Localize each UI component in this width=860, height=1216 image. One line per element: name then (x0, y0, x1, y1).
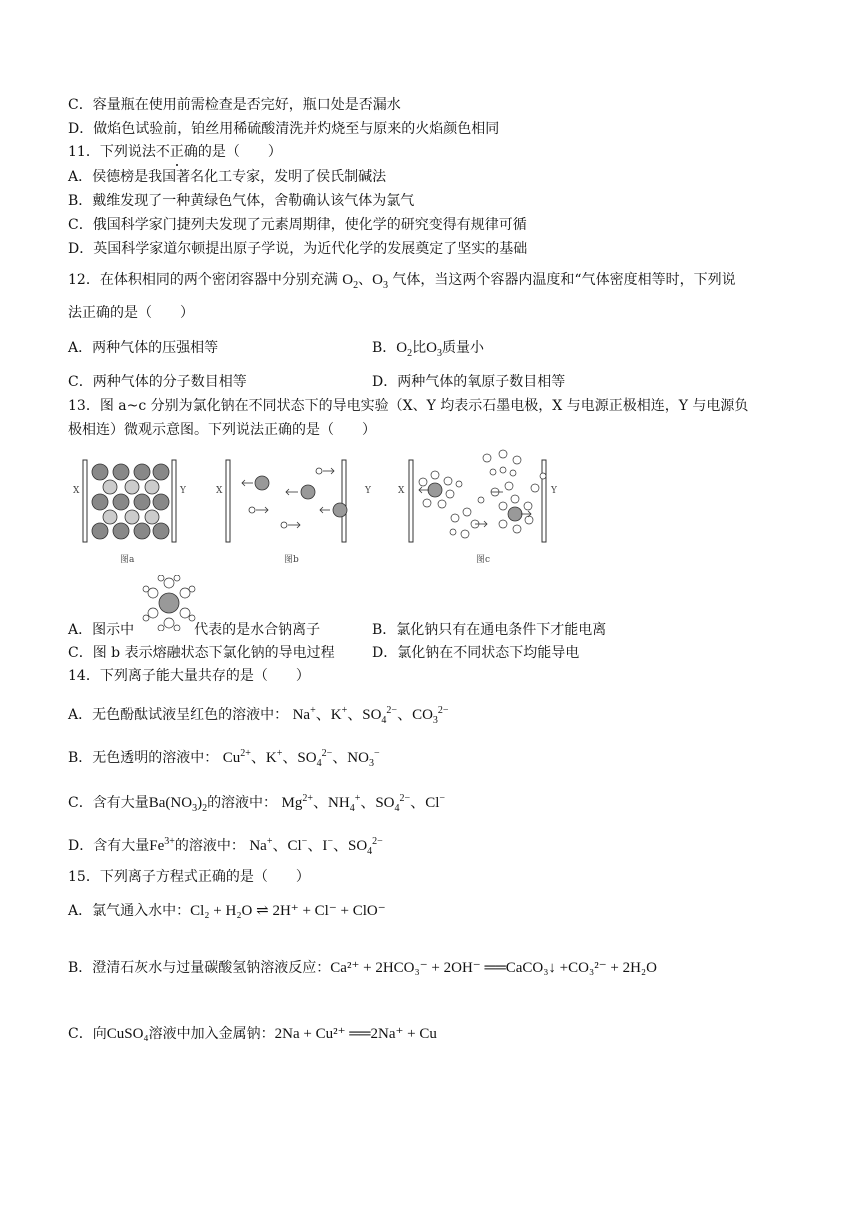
q13-stem-line1: 13．图 a~c 分别为氯化钠在不同状态下的导电实验（X、Y 均表示石墨电极，X 与电源正极相连，Y 与电源负 (68, 398, 749, 414)
equation-a: Cl₂ + H₂O ⇌ 2H⁺ + Cl⁻ + ClO⁻ (190, 903, 386, 919)
figure-b (212, 455, 362, 565)
q15-stem: 15．下列离子方程式正确的是（ ） (68, 869, 310, 885)
q12-stem-line1: 12．在体积相同的两个密闭容器中分别充满 $O_2$、$O_3$ 气体，当这两个容器内温度和“气体密度相等时，下列说 (68, 272, 736, 291)
q14-stem: 14．下列离子能大量共存的是（ ） (68, 668, 310, 684)
electrode-x-label-c: X (398, 486, 405, 496)
q15-option-c: C．向CuSO₄溶液中加入金属钠：2Na + Cu²⁺ ══2Na⁺ + Cu (68, 1026, 437, 1042)
q10-option-c: C．容量瓶在使用前需检查是否完好，瓶口处是否漏水 (68, 97, 401, 113)
q13-option-d: D．氯化钠在不同状态下均能导电 (372, 645, 580, 661)
electrode-y-label-b: Y (365, 486, 371, 496)
q11-stem: 11．下列说法不正确的是（ ） (68, 144, 282, 160)
q13-stem-line2: 极相连）微观示意图。下列说法正确的是（ ） (68, 422, 376, 438)
q12-option-c: C．两种气体的分子数目相等 (68, 374, 247, 390)
q11-option-d: D．英国科学家道尔顿提出原子学说，为近代化学的发展奠定了坚实的基础 (68, 241, 528, 257)
q12-option-b: B．$O_2$比$O_3$质量小 (372, 340, 484, 359)
q11-option-c: C．俄国科学家门捷列夫发现了元素周期律，使化学的研究变得有规律可循 (68, 217, 527, 233)
electrode-y-label-c: Y (551, 486, 557, 496)
figure-c (395, 448, 565, 558)
figure-c-label: 图c (476, 555, 491, 565)
q14-option-a: A．无色酚酞试液呈红色的溶液中： Na+、K+、$SO_4^{2-}$、$CO_3^{2-}$ (68, 705, 449, 726)
q14-option-d: D．含有大量$Fe^{3+}$的溶液中： Na+、Cl−、I−、$SO_4^{2-}$ (68, 836, 383, 857)
hydrated-sodium-ion-icon (142, 575, 196, 631)
q13-option-b: B．氯化钠只有在通电条件下才能电离 (372, 622, 607, 638)
q12-stem-line2: 法正确的是（ ） (68, 305, 194, 321)
equation-b: Ca²⁺ + 2HCO₃⁻ + 2OH⁻ ══CaCO₃↓ +CO₃²⁻ + 2H₂O (330, 960, 657, 976)
q11-option-b: B．戴维发现了一种黄绿色气体，舍勒确认该气体为氯气 (68, 193, 415, 209)
q15-option-a: A．氯气通入水中：Cl₂ + H₂O ⇌ 2H⁺ + Cl⁻ + ClO⁻ (68, 903, 386, 919)
q11-option-a: A．侯德榜是我国著名化工专家，发明了侯氏制碱法 (68, 169, 387, 185)
equation-c: 2Na + Cu²⁺ ══2Na⁺ + Cu (274, 1026, 437, 1042)
formula-o3: $O_3$ (372, 272, 388, 291)
q14-option-c: C．含有大量$Ba(NO_3)_2$的溶液中： $Mg^{2+}$、$NH_4^+$、$SO_4^{2-}$、Cl− (68, 793, 446, 814)
q12-option-d: D．两种气体的氧原子数目相等 (372, 374, 566, 390)
formula-o2: $O_2$ (342, 272, 359, 291)
figure-a (70, 455, 200, 565)
q15-option-b: B．澄清石灰水与过量碳酸氢钠溶液反应：Ca²⁺ + 2HCO₃⁻ + 2OH⁻ ══CaCO₃↓ +CO₃²⁻ + 2H₂O (68, 960, 657, 976)
emphasis-text: 不正确 (155, 144, 198, 160)
q10-option-d: D．做焰色试验前，铂丝用稀硫酸清洗并灼烧至与原来的火焰颜色相同 (68, 121, 500, 137)
figure-a-label: 图a (120, 555, 135, 565)
q14-option-b: B．无色透明的溶液中： $Cu^{2+}$、K+、$SO_4^{2-}$、$NO_3^-$ (68, 748, 380, 769)
figure-b-label: 图b (284, 555, 299, 565)
electrode-y-label-a: Y (180, 486, 186, 496)
q13-option-a: A．图示中 代表的是水合钠离子 (68, 622, 321, 638)
q13-option-c: C．图 b 表示熔融状态下氯化钠的导电过程 (68, 645, 335, 661)
q12-option-a: A．两种气体的压强相等 (68, 340, 219, 356)
electrode-x-label-b: X (216, 486, 223, 496)
electrode-x-label-a: X (73, 486, 80, 496)
